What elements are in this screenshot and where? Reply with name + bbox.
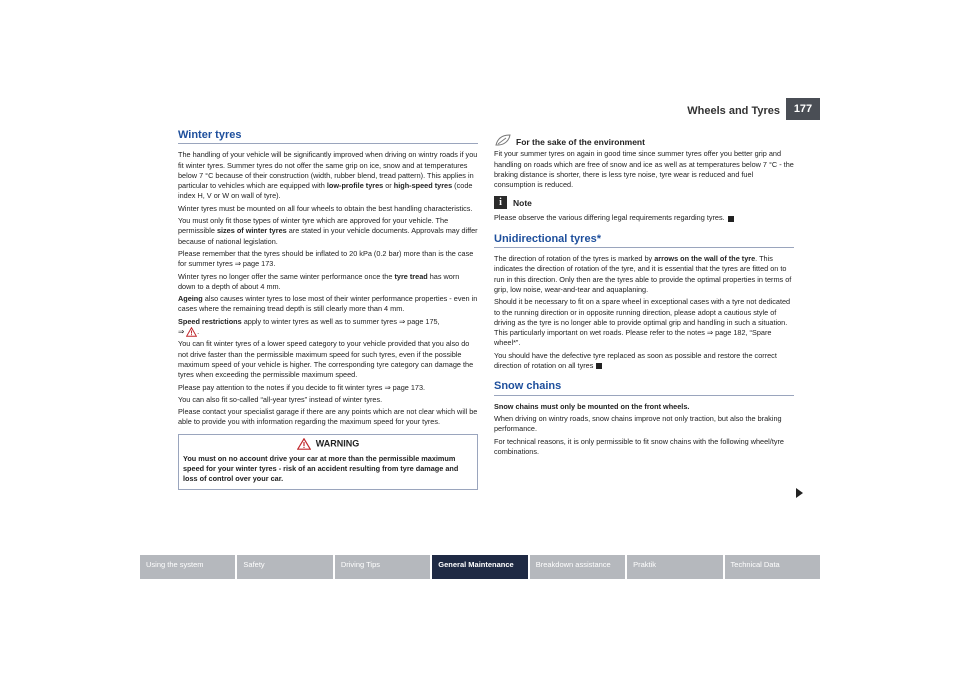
paragraph: Please remember that the tyres should be inflated to 20 kPa (0.2 bar) more than is the case for summer tyres ⇒ page 173. [178, 248, 474, 269]
paragraph: Speed restrictions apply to winter tyres as well as to summer tyres ⇒ page 175, ⇒ . [178, 316, 440, 337]
paragraph: Please pay attention to the notes if you decide to fit winter tyres ⇒ page 173. [178, 382, 426, 392]
nav-tab-breakdown-assistance[interactable]: Breakdown assistance [530, 555, 625, 579]
right-column [494, 137, 794, 459]
environment-heading: For the sake of the environment [516, 137, 794, 147]
note-heading: i Note [494, 196, 794, 209]
warning-text: You must on no account drive your car at more than the permissible maximum speed for your winter tyres - risk of an accident resulting from tyre damage and loss of control over your car. [183, 453, 459, 484]
paragraph: Winter tyres must be mounted on all four wheels to obtain the best handling characteristics. [178, 203, 473, 213]
page-number: 177 [786, 98, 820, 120]
paragraph: Ageing also causes winter tyres to lose most of their winter performance properties - even in cases where the remaining tread depth is still clearly more than 4 mm. [178, 294, 478, 314]
nav-tab-using-the-system[interactable]: Using the system [140, 555, 235, 579]
nav-tab-general-maintenance[interactable]: General Maintenance [432, 555, 527, 579]
chapter-nav-bar [140, 555, 820, 579]
paragraph: Winter tyres no longer offer the same winter performance once the tyre tread has worn down to a depth of about 4 mm. [178, 271, 460, 291]
left-column [178, 130, 478, 490]
paragraph: For technical reasons, it is only permissible to fit snow chains with the following wheel/tyre combinations. [494, 436, 784, 456]
nav-tab-driving-tips[interactable]: Driving Tips [335, 555, 430, 579]
warning-triangle-icon [186, 327, 197, 337]
environment-leaf-icon [494, 133, 512, 147]
section-title-unidirectional-tyres: Unidirectional tyres* [494, 234, 794, 248]
nav-tab-safety[interactable]: Safety [237, 555, 332, 579]
nav-tab-technical-data[interactable]: Technical Data [725, 555, 820, 579]
next-page-arrow-icon[interactable] [796, 488, 803, 498]
warning-box [178, 434, 478, 490]
paragraph: Should it be necessary to fit on a spare wheel in exceptional cases with a tyre not dedicated to the running direction or in opposite running direction, please adopt a cautious style of driving as the tyre is no longer able to provide optimal grip and handling in such a situation. This particularly important on wet roads. Please refer to the notes ⇒ page 182, “Spare wheel*”. [494, 297, 791, 348]
warning-heading: WARNING [183, 438, 473, 450]
paragraph: Please contact your specialist garage if there are any points which are not clear which will be able to provide you with information regarding the maximum speed for your tyres. [178, 407, 478, 427]
paragraph: The direction of rotation of the tyres is marked by arrows on the wall of the tyre. This indicates the direction of rotation of the tyre, and it is essential that the tyres are fitted on to run in this direction. Only then are the tyres able to provide the optimal properties in terms of grip, low noise, wear-and-tear and aquaplaning. [494, 254, 792, 294]
end-mark-icon [728, 216, 734, 222]
warning-triangle-icon [297, 438, 311, 450]
paragraph: Please observe the various differing legal requirements regarding tyres. [494, 213, 794, 223]
nav-tab-praktik[interactable]: Praktik [627, 555, 722, 579]
paragraph: You must only fit those types of winter tyre which are approved for your vehicle. The permissible sizes of winter tyres are stated in your vehicle documents. Approvals may differ because of national legislation. [178, 216, 478, 246]
end-mark-icon [596, 363, 602, 369]
paragraph: You can also fit so-called “all-year tyres” instead of winter tyres. [178, 394, 383, 404]
paragraph: Fit your summer tyres on again in good time since summer tyres offer you better grip and handling on roads which are free of snow and ice as well as at temperatures below 7 °C - the braking distance is shorter, there is less tyre noise, tyre wear is reduced and fuel consumption is reduced. [494, 149, 794, 190]
note-info-icon: i [494, 196, 507, 209]
section-title-snow-chains: Snow chains [494, 381, 794, 395]
paragraph: When driving on wintry roads, snow chains improve not only traction, but also the braking performance. [494, 413, 782, 434]
paragraph: You should have the defective tyre replaced as soon as possible and restore the correct direction of rotation on all tyres [494, 350, 777, 371]
paragraph: Snow chains must only be mounted on the front wheels. [494, 401, 690, 411]
paragraph: You can fit winter tyres of a lower speed category to your vehicle provided that you also do not drive faster than the permissible maximum speed for such tyres, even if the possible maximum speed of your vehicle is higher. The corresponding tyre category can damage the tyres when exceeding the permissible maximum speed. [178, 339, 474, 380]
paragraph: The handling of your vehicle will be significantly improved when driving on wintry roads if you fit winter tyres. Summer tyres do not offer the same grip on ice, snow and at temperatures below 7 °C because of their construction (width, rubber blend, tread pattern). This applies in particular to vehicles which are equipped with low-profile tyres or high-speed tyres (code index H, V or W on wall of tyre). [178, 150, 478, 201]
header-title: Wheels and Tyres [687, 105, 780, 117]
section-title-winter-tyres: Winter tyres [178, 130, 478, 144]
